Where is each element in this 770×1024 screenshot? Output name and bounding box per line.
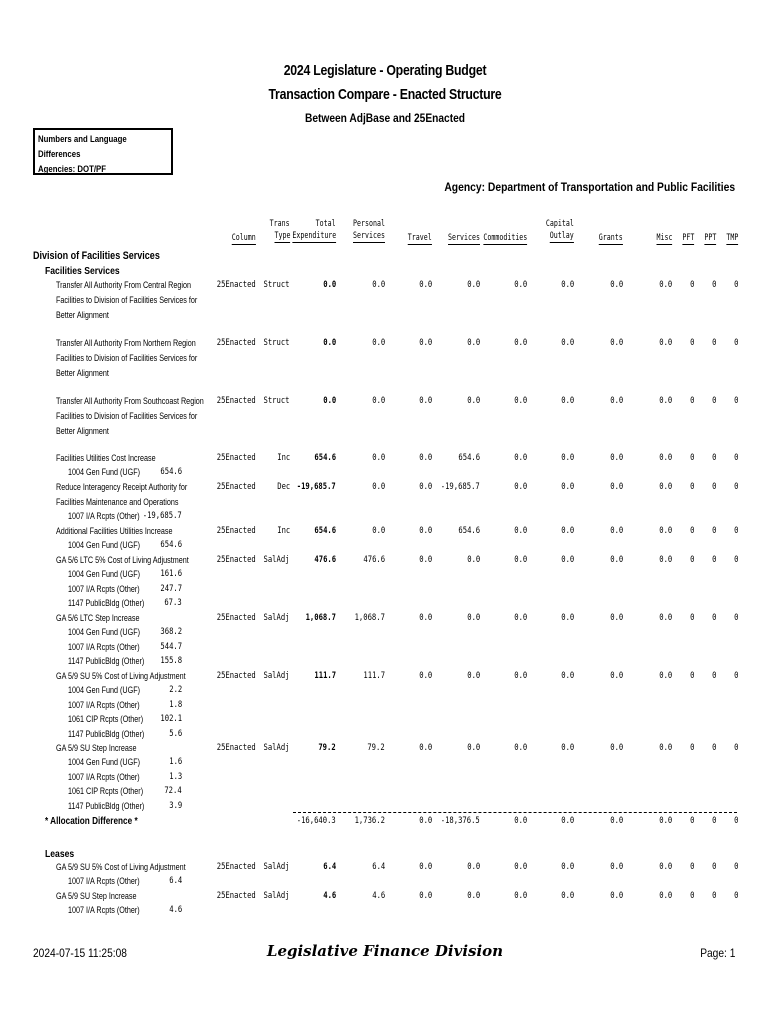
row-column: 25Enacted xyxy=(216,743,256,753)
row-personal: 0.0 xyxy=(371,280,385,290)
filter-info-box xyxy=(33,128,173,175)
row-capital: 0.0 xyxy=(560,482,574,492)
footer-page: Page: 1 xyxy=(699,946,735,960)
row-column: 25Enacted xyxy=(216,453,256,463)
row-pft: 0 xyxy=(689,482,694,492)
fund-source-name: 1007 I/A Rcpts (Other) xyxy=(68,699,140,710)
allocation-misc: 0.0 xyxy=(658,816,672,826)
row-tmp: 0 xyxy=(733,526,738,536)
row-description: Facilities Utilities Cost Increase xyxy=(56,453,156,463)
fund-source-amount: 155.8 xyxy=(160,656,182,666)
row-pft: 0 xyxy=(689,453,694,463)
row-tmp: 0 xyxy=(733,338,738,348)
row-ppt: 0 xyxy=(711,555,716,565)
col-header-trans-2: Type xyxy=(274,231,290,241)
fund-source-name: 1061 CIP Rcpts (Other) xyxy=(68,786,144,796)
row-capital: 0.0 xyxy=(560,671,574,681)
allocation-pft: 0 xyxy=(689,816,694,826)
col-header-travel: Travel xyxy=(408,233,432,243)
fund-source-amount: 247.7 xyxy=(160,583,182,594)
row-column: 25Enacted xyxy=(216,862,256,872)
row-pft: 0 xyxy=(689,526,694,536)
fund-source-amount: 654.6 xyxy=(160,467,182,477)
row-travel: 0.0 xyxy=(418,891,432,901)
row-description: Facilities to Division of Facilities Services for xyxy=(56,353,198,363)
row-personal: 0.0 xyxy=(371,338,385,348)
row-grants: 0.0 xyxy=(609,338,623,348)
row-type: Inc xyxy=(276,453,290,463)
row-tmp: 0 xyxy=(733,453,738,463)
row-grants: 0.0 xyxy=(609,280,623,290)
col-header-grants: Grants xyxy=(599,233,623,243)
row-travel: 0.0 xyxy=(418,526,432,536)
row-pft: 0 xyxy=(689,613,694,623)
col-header-tmp: TMP xyxy=(726,233,738,243)
row-type: SalAdj xyxy=(263,671,290,681)
row-misc: 0.0 xyxy=(658,891,672,901)
row-personal: 111.7 xyxy=(363,671,385,681)
row-pft: 0 xyxy=(689,338,694,348)
row-services: -19,685.7 xyxy=(440,482,480,492)
row-total: 654.6 xyxy=(314,453,336,463)
footer-timestamp: 2024-07-15 11:25:08 xyxy=(33,946,127,960)
row-capital: 0.0 xyxy=(560,280,574,290)
row-capital: 0.0 xyxy=(560,396,574,406)
fund-source-name: 1061 CIP Rcpts (Other) xyxy=(68,714,144,724)
row-travel: 0.0 xyxy=(418,862,432,872)
row-travel: 0.0 xyxy=(418,671,432,681)
row-tmp: 0 xyxy=(733,891,738,901)
row-travel: 0.0 xyxy=(418,555,432,565)
row-column: 25Enacted xyxy=(216,891,256,901)
row-misc: 0.0 xyxy=(658,338,672,348)
row-personal: 6.4 xyxy=(371,862,385,872)
row-capital: 0.0 xyxy=(560,555,574,565)
row-grants: 0.0 xyxy=(609,891,623,901)
fund-source-name: 1004 Gen Fund (UGF) xyxy=(68,627,141,637)
col-header-services: Services xyxy=(448,233,480,243)
row-description: GA 5/6 LTC Step Increase xyxy=(56,613,140,623)
row-grants: 0.0 xyxy=(609,526,623,536)
report-subtitle: Between AdjBase and 25Enacted xyxy=(304,111,466,125)
fund-source-name: 1004 Gen Fund (UGF) xyxy=(68,757,141,767)
row-pft: 0 xyxy=(689,743,694,753)
row-commodities: 0.0 xyxy=(513,526,527,536)
report-title-line2: Transaction Compare - Enacted Structure xyxy=(268,86,502,103)
row-type: Struct xyxy=(263,338,290,348)
fund-source-amount: 4.6 xyxy=(168,905,182,915)
fund-source-name: 1004 Gen Fund (UGF) xyxy=(68,467,141,477)
fund-source-amount: 72.4 xyxy=(164,786,182,796)
footer-division: Legislative Finance Division xyxy=(266,942,504,960)
row-services: 0.0 xyxy=(466,891,480,901)
row-total: 1,068.7 xyxy=(305,613,336,623)
row-commodities: 0.0 xyxy=(513,338,527,348)
fund-source-name: 1147 PublicBldg (Other) xyxy=(68,656,145,666)
row-grants: 0.0 xyxy=(609,613,623,623)
row-description: Facilities to Division of Facilities Services for xyxy=(56,411,198,421)
row-travel: 0.0 xyxy=(418,396,432,406)
row-total: 79.2 xyxy=(318,743,336,753)
row-travel: 0.0 xyxy=(418,482,432,492)
row-misc: 0.0 xyxy=(658,526,672,536)
row-description: Transfer All Authority From Northern Region xyxy=(56,338,196,348)
row-services: 0.0 xyxy=(466,280,480,290)
fund-source-amount: 3.9 xyxy=(168,800,182,811)
row-capital: 0.0 xyxy=(560,891,574,901)
row-capital: 0.0 xyxy=(560,743,574,753)
agency-title: Agency: Department of Transportation and Public Facilities xyxy=(444,180,735,194)
row-travel: 0.0 xyxy=(418,453,432,463)
row-ppt: 0 xyxy=(711,743,716,753)
fund-source-amount: 368.2 xyxy=(160,627,182,637)
row-type: SalAdj xyxy=(263,743,290,753)
row-description: Facilities to Division of Facilities Services for xyxy=(56,295,198,305)
row-type: Dec xyxy=(276,482,290,492)
fund-source-amount: 654.6 xyxy=(160,540,182,550)
row-total: 0.0 xyxy=(322,280,336,290)
row-misc: 0.0 xyxy=(658,862,672,872)
row-misc: 0.0 xyxy=(658,280,672,290)
allocation-capital: 0.0 xyxy=(560,816,574,826)
fund-source-amount: 5.6 xyxy=(168,728,182,739)
info-line-3: Agencies: DOT/PF xyxy=(38,164,106,175)
row-grants: 0.0 xyxy=(609,396,623,406)
fund-source-name: 1007 I/A Rcpts (Other) xyxy=(68,876,140,886)
allocation-services: -18,376.5 xyxy=(440,816,480,826)
row-type: SalAdj xyxy=(263,555,290,565)
row-column: 25Enacted xyxy=(216,526,256,536)
row-total: 6.4 xyxy=(322,862,336,872)
row-type: Struct xyxy=(263,396,290,406)
row-type: Struct xyxy=(263,280,290,290)
fund-source-name: 1004 Gen Fund (UGF) xyxy=(68,540,141,550)
row-commodities: 0.0 xyxy=(513,396,527,406)
allocation-tmp: 0 xyxy=(733,816,738,826)
row-column: 25Enacted xyxy=(216,396,256,406)
row-ppt: 0 xyxy=(711,862,716,872)
row-services: 0.0 xyxy=(466,671,480,681)
row-personal: 1,068.7 xyxy=(354,613,385,623)
row-personal: 0.0 xyxy=(371,453,385,463)
col-header-total-2: Expenditure xyxy=(292,231,336,241)
allocation-total: -16,640.3 xyxy=(296,816,336,826)
row-commodities: 0.0 xyxy=(513,743,527,753)
row-capital: 0.0 xyxy=(560,613,574,623)
row-type: SalAdj xyxy=(263,613,290,623)
row-ppt: 0 xyxy=(711,338,716,348)
row-travel: 0.0 xyxy=(418,338,432,348)
row-pft: 0 xyxy=(689,862,694,872)
row-personal: 476.6 xyxy=(363,555,385,565)
row-description: GA 5/9 SU 5% Cost of Living Adjustment xyxy=(56,671,186,681)
row-commodities: 0.0 xyxy=(513,453,527,463)
row-commodities: 0.0 xyxy=(513,555,527,565)
row-pft: 0 xyxy=(689,396,694,406)
row-ppt: 0 xyxy=(711,891,716,901)
fund-source-name: 1147 PublicBldg (Other) xyxy=(68,728,145,739)
allocation-ppt: 0 xyxy=(711,816,716,826)
row-ppt: 0 xyxy=(711,482,716,492)
row-commodities: 0.0 xyxy=(513,671,527,681)
row-pft: 0 xyxy=(689,555,694,565)
row-description: Better Alignment xyxy=(56,426,109,436)
allocation-commodities: 0.0 xyxy=(513,816,527,826)
row-services: 0.0 xyxy=(466,555,480,565)
row-travel: 0.0 xyxy=(418,280,432,290)
section-allocation: * Allocation Difference * xyxy=(45,816,138,827)
col-header-misc: Misc xyxy=(656,233,672,243)
row-misc: 0.0 xyxy=(658,671,672,681)
section-division: Division of Facilities Services xyxy=(33,250,160,262)
row-capital: 0.0 xyxy=(560,862,574,872)
row-description: Reduce Interagency Receipt Authority for xyxy=(56,482,188,492)
fund-source-amount: 102.1 xyxy=(160,714,182,724)
fund-source-name: 1007 I/A Rcpts (Other) xyxy=(68,583,140,594)
row-total: -19,685.7 xyxy=(296,482,336,492)
row-total: 476.6 xyxy=(314,555,336,565)
row-description: GA 5/9 SU Step Increase xyxy=(56,891,137,901)
row-grants: 0.0 xyxy=(609,743,623,753)
fund-source-name: 1004 Gen Fund (UGF) xyxy=(68,685,141,695)
row-column: 25Enacted xyxy=(216,338,256,348)
row-tmp: 0 xyxy=(733,555,738,565)
row-commodities: 0.0 xyxy=(513,613,527,623)
row-services: 0.0 xyxy=(466,396,480,406)
row-misc: 0.0 xyxy=(658,613,672,623)
row-misc: 0.0 xyxy=(658,743,672,753)
row-ppt: 0 xyxy=(711,526,716,536)
row-services: 0.0 xyxy=(466,743,480,753)
row-total: 654.6 xyxy=(314,526,336,536)
col-header-commodities: Commodities xyxy=(483,233,527,243)
info-line-1: Numbers and Language xyxy=(38,134,127,145)
row-personal: 79.2 xyxy=(367,743,385,753)
col-header-capital-2: Outlay xyxy=(550,231,574,241)
row-pft: 0 xyxy=(689,891,694,901)
row-total: 111.7 xyxy=(314,671,336,681)
row-capital: 0.0 xyxy=(560,338,574,348)
row-column: 25Enacted xyxy=(216,555,256,565)
section-leases: Leases xyxy=(45,848,75,860)
col-header-column: Column xyxy=(232,233,256,243)
row-capital: 0.0 xyxy=(560,526,574,536)
row-tmp: 0 xyxy=(733,482,738,492)
row-tmp: 0 xyxy=(733,613,738,623)
col-header-capital-1: Capital xyxy=(546,219,574,229)
row-total: 4.6 xyxy=(322,891,336,901)
row-description: Better Alignment xyxy=(56,310,109,320)
fund-source-name: 1147 PublicBldg (Other) xyxy=(68,800,145,811)
fund-source-amount: 161.6 xyxy=(160,569,182,579)
row-commodities: 0.0 xyxy=(513,482,527,492)
row-total: 0.0 xyxy=(322,338,336,348)
section-facilities: Facilities Services xyxy=(45,265,120,277)
fund-source-name: 1007 I/A Rcpts (Other) xyxy=(68,511,140,521)
row-personal: 0.0 xyxy=(371,526,385,536)
fund-source-amount: 1.8 xyxy=(168,699,182,710)
row-tmp: 0 xyxy=(733,280,738,290)
col-header-personal-1: Personal xyxy=(353,219,385,229)
row-column: 25Enacted xyxy=(216,671,256,681)
col-header-personal-2: Services xyxy=(353,231,385,241)
row-description: Facilities Maintenance and Operations xyxy=(56,497,179,507)
row-ppt: 0 xyxy=(711,453,716,463)
row-grants: 0.0 xyxy=(609,555,623,565)
row-misc: 0.0 xyxy=(658,453,672,463)
row-description: GA 5/9 SU 5% Cost of Living Adjustment xyxy=(56,862,186,872)
row-misc: 0.0 xyxy=(658,396,672,406)
row-description: GA 5/9 SU Step Increase xyxy=(56,743,137,753)
row-tmp: 0 xyxy=(733,396,738,406)
fund-source-amount: 1.3 xyxy=(168,771,182,782)
row-services: 0.0 xyxy=(466,338,480,348)
row-type: Inc xyxy=(276,526,290,536)
row-tmp: 0 xyxy=(733,743,738,753)
row-commodities: 0.0 xyxy=(513,862,527,872)
fund-source-amount: 544.7 xyxy=(160,641,182,652)
row-description: Transfer All Authority From Southcoast Region xyxy=(56,396,204,406)
row-pft: 0 xyxy=(689,280,694,290)
row-personal: 0.0 xyxy=(371,482,385,492)
row-grants: 0.0 xyxy=(609,482,623,492)
col-header-pft: PFT xyxy=(682,233,694,243)
row-grants: 0.0 xyxy=(609,671,623,681)
allocation-separator xyxy=(293,812,737,813)
row-tmp: 0 xyxy=(733,671,738,681)
row-services: 0.0 xyxy=(466,862,480,872)
row-pft: 0 xyxy=(689,671,694,681)
fund-source-amount: 2.2 xyxy=(168,685,182,695)
allocation-grants: 0.0 xyxy=(609,816,623,826)
fund-source-amount: 1.6 xyxy=(168,757,182,767)
row-misc: 0.0 xyxy=(658,482,672,492)
row-services: 654.6 xyxy=(458,526,480,536)
row-services: 654.6 xyxy=(458,453,480,463)
row-description: GA 5/6 LTC 5% Cost of Living Adjustment xyxy=(56,555,189,565)
row-ppt: 0 xyxy=(711,396,716,406)
row-ppt: 0 xyxy=(711,671,716,681)
col-header-trans-1: Trans xyxy=(270,219,290,229)
row-grants: 0.0 xyxy=(609,862,623,872)
row-tmp: 0 xyxy=(733,862,738,872)
row-description: Additional Facilities Utilities Increase xyxy=(56,526,173,536)
allocation-travel: 0.0 xyxy=(418,816,432,826)
fund-source-name: 1147 PublicBldg (Other) xyxy=(68,598,145,608)
fund-source-name: 1007 I/A Rcpts (Other) xyxy=(68,905,140,915)
row-total: 0.0 xyxy=(322,396,336,406)
row-commodities: 0.0 xyxy=(513,891,527,901)
fund-source-name: 1007 I/A Rcpts (Other) xyxy=(68,771,140,782)
row-grants: 0.0 xyxy=(609,453,623,463)
row-capital: 0.0 xyxy=(560,453,574,463)
fund-source-name: 1004 Gen Fund (UGF) xyxy=(68,569,141,579)
row-type: SalAdj xyxy=(263,891,290,901)
row-column: 25Enacted xyxy=(216,280,256,290)
report-title-line1: 2024 Legislature - Operating Budget xyxy=(283,62,487,79)
row-misc: 0.0 xyxy=(658,555,672,565)
col-header-ppt: PPT xyxy=(704,233,716,243)
fund-source-amount: 67.3 xyxy=(164,598,182,608)
row-ppt: 0 xyxy=(711,613,716,623)
row-personal: 4.6 xyxy=(371,891,385,901)
row-description: Transfer All Authority From Central Region xyxy=(56,280,191,290)
row-services: 0.0 xyxy=(466,613,480,623)
allocation-personal: 1,736.2 xyxy=(354,816,385,826)
fund-source-name: 1007 I/A Rcpts (Other) xyxy=(68,641,140,652)
row-commodities: 0.0 xyxy=(513,280,527,290)
row-column: 25Enacted xyxy=(216,613,256,623)
row-column: 25Enacted xyxy=(216,482,256,492)
col-header-total-1: Total xyxy=(316,219,336,229)
row-travel: 0.0 xyxy=(418,743,432,753)
row-type: SalAdj xyxy=(263,862,290,872)
info-line-2: Differences xyxy=(38,149,81,160)
row-travel: 0.0 xyxy=(418,613,432,623)
row-personal: 0.0 xyxy=(371,396,385,406)
fund-source-amount: -19,685.7 xyxy=(142,511,182,521)
row-description: Better Alignment xyxy=(56,368,109,378)
row-ppt: 0 xyxy=(711,280,716,290)
fund-source-amount: 6.4 xyxy=(168,876,182,886)
